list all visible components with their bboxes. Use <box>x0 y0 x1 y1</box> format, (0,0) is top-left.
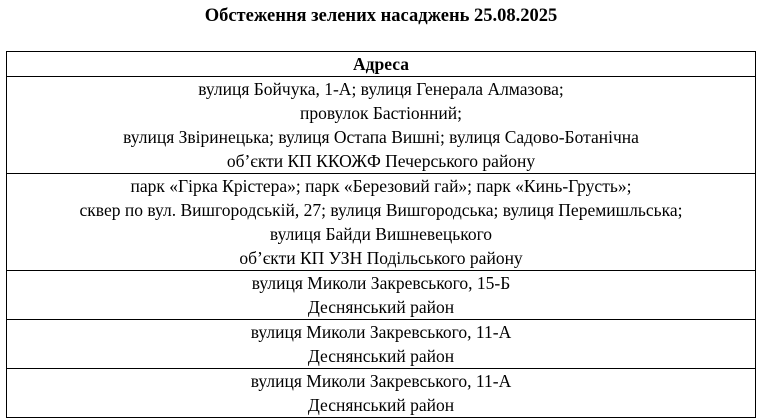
address-cell <box>7 77 756 174</box>
table-row <box>7 174 756 271</box>
table-row <box>7 320 756 369</box>
address-line: вулиця Звіринецька; вулиця Остапа Вишні; вулиця Садово-Ботанічна <box>123 127 639 147</box>
address-line: Деснянський район <box>307 297 455 317</box>
address-cell <box>7 174 756 271</box>
table-row <box>7 271 756 320</box>
address-line: провулок Бастіонний; <box>299 103 463 123</box>
column-header-address: Адреса <box>7 52 756 77</box>
address-line: вулиця Бойчука, 1-А; вулиця Генерала Алмазова; <box>198 79 564 99</box>
address-line: об’єкти КП ККОЖФ Печерського району <box>226 151 536 171</box>
table-row <box>7 77 756 174</box>
address-line: парк «Гірка Крістера»; парк «Березовий гай»; парк «Кинь-Грусть»; <box>130 176 632 196</box>
table-header-row <box>7 52 756 77</box>
address-cell <box>7 369 756 418</box>
address-cell <box>7 271 756 320</box>
address-cell <box>7 320 756 369</box>
address-line: об’єкти КП УЗН Подільського району <box>239 248 523 268</box>
address-line: вулиця Миколи Закревського, 15-Б <box>251 273 511 293</box>
page-title: Обстеження зелених насаджень 25.08.2025 <box>204 6 558 26</box>
address-line: Деснянський район <box>307 346 455 366</box>
address-line: Деснянський район <box>307 395 455 415</box>
address-line: сквер по вул. Вишгородській, 27; вулиця Вишгородська; вулиця Перемишльська; <box>79 200 683 220</box>
address-line: вулиця Миколи Закревського, 11-А <box>250 371 512 391</box>
address-line: вулиця Миколи Закревського, 11-А <box>250 322 512 342</box>
address-table <box>6 51 756 418</box>
address-line: вулиця Байди Вишневецького <box>269 224 493 244</box>
table-row <box>7 369 756 418</box>
